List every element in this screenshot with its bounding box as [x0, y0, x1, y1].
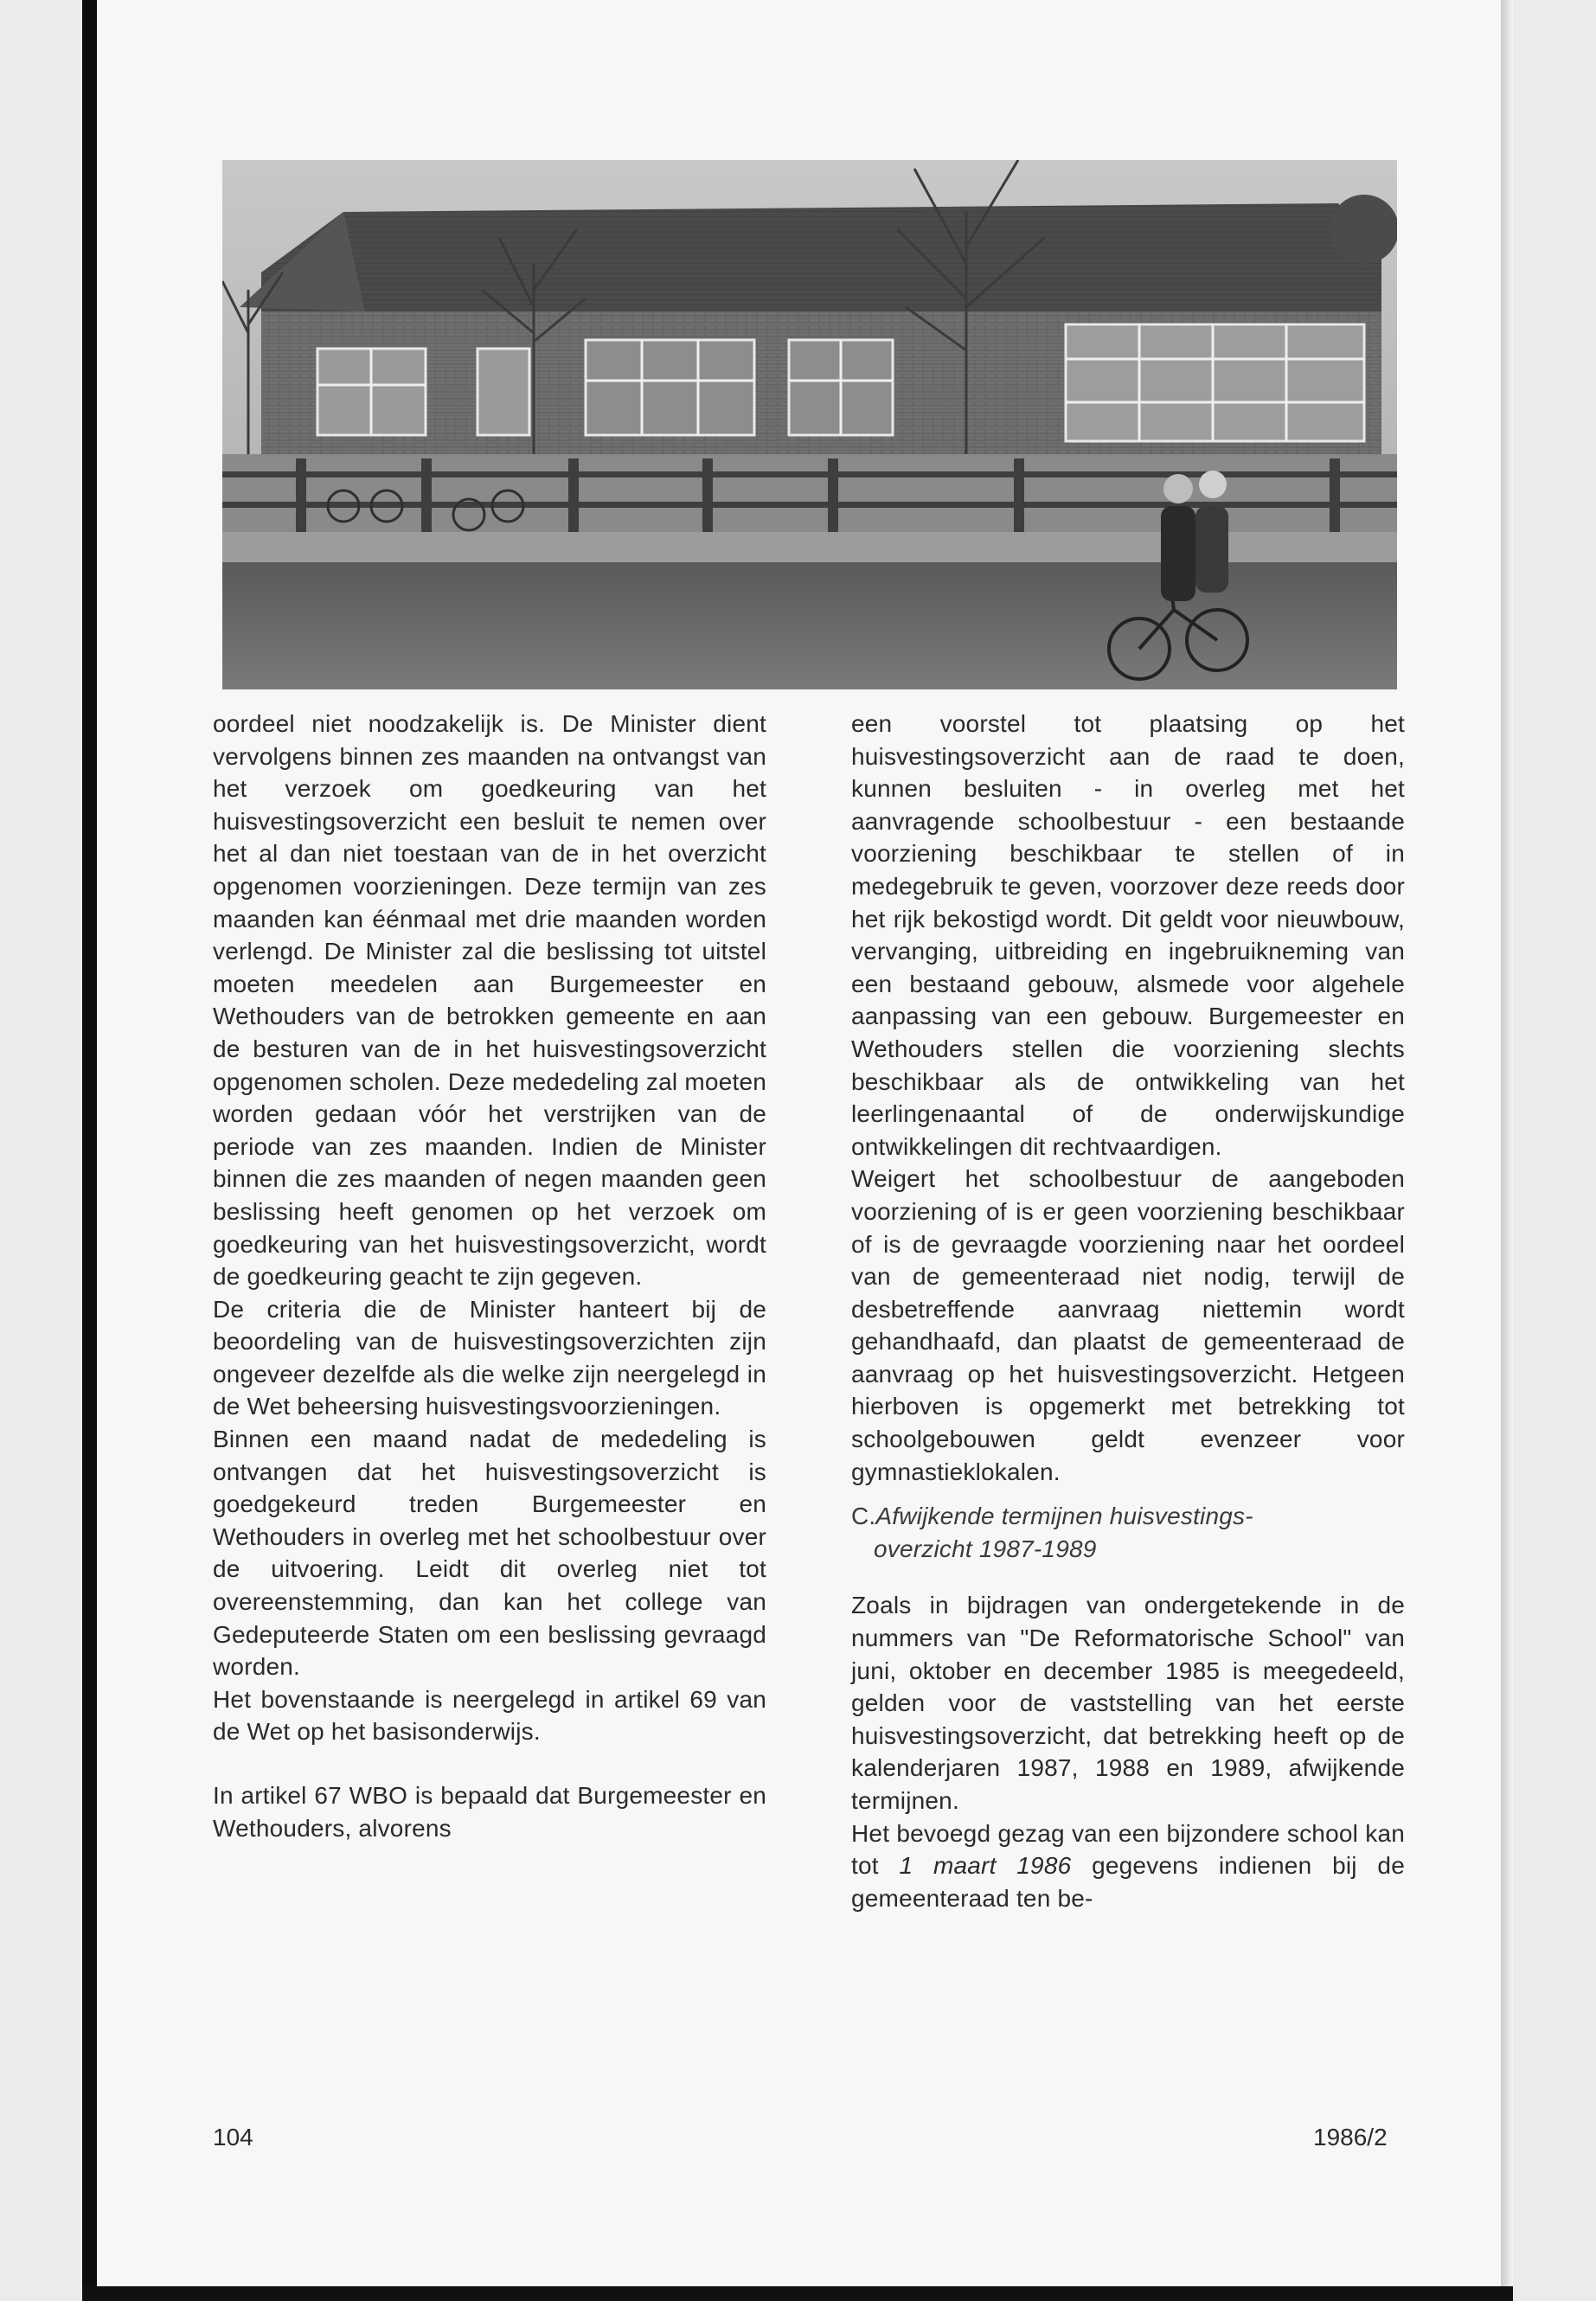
right-paragraph-4-start: Het bevoegd gezag van een bijzondere school kan tot [851, 1819, 1405, 1880]
left-paragraph-3: Binnen een maand nadat de mededeling is ontvangen dat het huisvestingsoverzicht is goedgekeurd treden Burgemeester en Wethouders in overleg met het schoolbestuur over de uitvoering. Leidt dit overleg niet tot overeenstemming, dan kan het college van Gedeputeerde Staten om een beslissing gevraagd worden. [213, 1426, 766, 1681]
page-number: 104 [213, 2124, 253, 2150]
right-paragraph-4-end: gegevens indienen bij de gemeenteraad ten be- [851, 1852, 1405, 1912]
issue-number: 1986/2 [1313, 2124, 1388, 2150]
left-paragraph-1: oordeel niet noodzakelijk is. De Minister dient vervolgens binnen zes maanden na ontvangst van het verzoek om goedkeuring van het huisvestingsoverzicht een besluit te nemen over het al dan niet toestaan van de in het overzicht opgenomen voorzieningen. Deze termijn van zes maanden kan éénmaal met drie maanden worden verlengd. De Minister zal die beslissing tot uitstel moeten meedelen aan Burgemeester en Wethouders van de betrokken gemeente en aan de besturen van de in het huisvestingsoverzicht opgenomen scholen. Deze mededeling zal moeten worden gedaan vóór het verstrijken van de periode van zes maanden. Indien de Minister binnen die zes maanden of negen maanden geen beslissing heeft genomen op het verzoek om goedkeuring van het huisvestingsoverzicht, wordt de goedkeuring geacht te zijn gegeven. [213, 710, 766, 1291]
section-heading-line2: overzicht 1987-1989 [874, 1535, 1097, 1562]
left-paragraph-2: De criteria die de Minister hanteert bij de beoordeling van de huisvestingsoverzichten zijn ongeveer dezelfde als die welke zijn neergelegd in de Wet beheersing huisvestingsvoorzieningen. [213, 1295, 766, 1420]
right-paragraph-2: Weigert het schoolbestuur de aangeboden voorziening of is er geen voorziening beschikbaar of is de gevraagde voorziening naar het oordeel van de gemeenteraad niet nodig, terwijl de desbetreffende aanvraag niettemin wordt gehandhaafd, dan plaatst de gemeenteraad de aanvraag op het huisvestingsoverzicht. Hetgeen hierboven is opgemerkt met betrekking tot schoolgebouwen geldt evenzeer voor gymnastieklokalen. [851, 1165, 1405, 1485]
left-paragraph-4: Het bovenstaande is neergelegd in artikel 69 van de Wet op het basisonderwijs. [213, 1685, 766, 1746]
left-paragraph-5: In artikel 67 WBO is bepaald dat Burgemeester en Wethouders, alvorens [213, 1782, 766, 1842]
photo-school-building [222, 160, 1397, 689]
scan-edge-bottom [82, 2286, 1513, 2301]
section-heading-line1: Afwijkende termijnen huisvestings- [875, 1503, 1253, 1530]
right-paragraph-1: een voorstel tot plaatsing op het huisvestingsoverzicht aan de raad te doen, kunnen besluiten - in overleg met het aanvragende schoolbestuur - een bestaande voorziening beschikbaar te stellen of in medegebruik te geven, voorzover deze reeds door het rijk bekostigd wordt. Dit geldt voor nieuwbouw, vervanging, uitbreiding en ingebruikneming van een bestaand gebouw, alsmede voor algehele aanpassing van een gebouw. Burgemeester en Wethouders stellen die voorziening slechts beschikbaar als de ontwikkeling van het leerlingenaantal of de onderwijskundige ontwikkelingen dit rechtvaardigen. [851, 710, 1405, 1160]
scan-edge-left [82, 0, 97, 2301]
right-paragraph-4 [851, 1817, 1405, 1915]
roof [261, 203, 1381, 324]
deadline-date: 1 maart 1986 [899, 1852, 1072, 1880]
paragraph-gap [213, 1748, 766, 1779]
right-paragraph-3: Zoals in bijdragen van ondergetekende in de nummers van "De Reformatorische School" van juni, oktober en december 1985 is meegedeeld, gelden voor de vaststelling van het eerste huisvestingsoverzicht, dat betrekking heeft op de kalenderjaren 1987, 1988 en 1989, afwijkende termijnen. [851, 1592, 1405, 1814]
tree-foliage [1330, 195, 1397, 264]
right-column [851, 708, 1405, 1914]
left-column [213, 708, 766, 1844]
section-heading-letter: C. [851, 1503, 876, 1530]
scan-edge-right [1501, 0, 1513, 2301]
section-heading [851, 1500, 1405, 1565]
